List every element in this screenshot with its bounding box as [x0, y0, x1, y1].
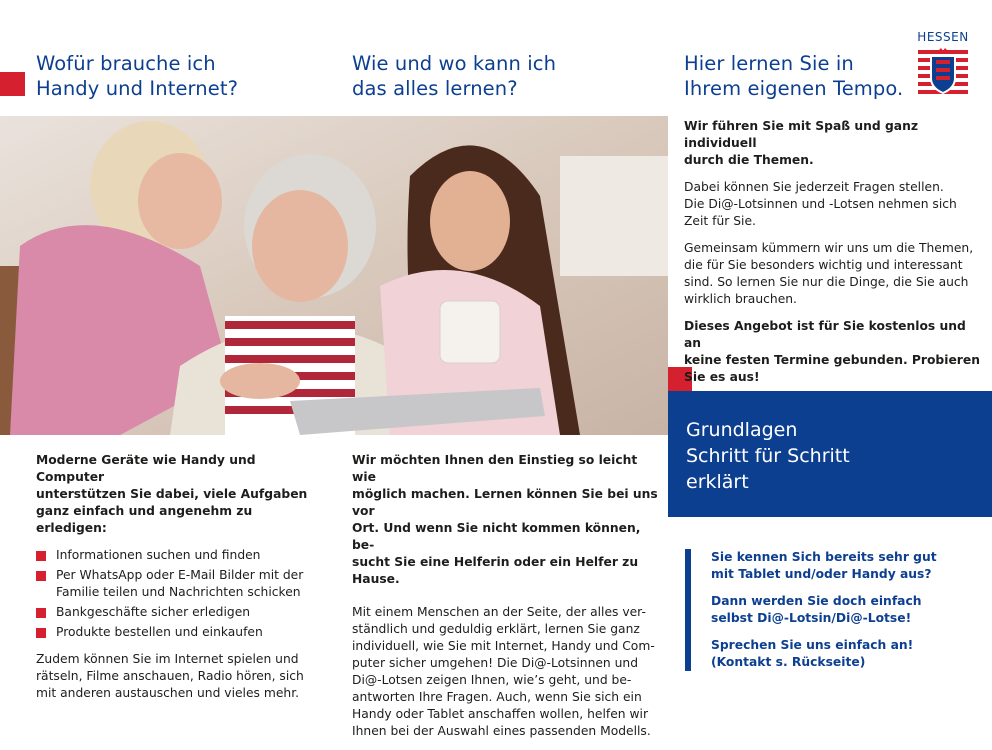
right-paragraph-2: Dabei können Sie jederzeit Fragen stellen. Die Di@-Lotsinnen und -Lotsen nehmen sich Zeit für Sie.: [684, 180, 957, 228]
list-item: Informationen suchen und finden: [36, 547, 326, 564]
three-women-with-tablet-photo-icon: [0, 116, 668, 435]
volunteer-callout: [685, 549, 992, 671]
callout-paragraph-2: Dann werden Sie doch einfach selbst Di@-Lotsin/Di@-Lotse!: [711, 594, 922, 625]
grundlagen-banner: [668, 391, 992, 517]
heading-middle: Wie und wo kann ich das alles lernen?: [352, 52, 557, 100]
hessen-coat-of-arms-icon: [916, 44, 970, 102]
red-bullet-icon: [36, 608, 46, 618]
hessen-logo: [916, 30, 970, 106]
right-paragraph-3: Gemeinsam kümmern wir uns um die Themen, die für Sie besonders wichtig und interessant sind. So lernen Sie nur die Dinge, die Sie auch wirklich brauchen.: [684, 241, 974, 306]
list-item: Per WhatsApp oder E-Mail Bilder mit der Familie teilen und Nachrichten schicken: [36, 567, 326, 601]
callout-paragraph-3: Sprechen Sie uns einfach an! (Kontakt s. Rückseite): [711, 638, 914, 669]
right-column-text: [684, 118, 984, 396]
photo-women-with-tablet: [0, 116, 668, 435]
logo-title: HESSEN: [917, 30, 969, 44]
right-paragraph-1: Wir führen Sie mit Spaß und ganz individuell durch die Themen.: [684, 119, 918, 167]
red-bullet-icon: [36, 571, 46, 581]
heading-left: Wofür brauche ich Handy und Internet?: [36, 52, 239, 100]
red-bullet-icon: [36, 628, 46, 638]
red-accent-square-left: [0, 72, 25, 96]
heading-right: Hier lernen Sie in Ihrem eigenen Tempo.: [684, 52, 904, 100]
left-bullet-list: [36, 547, 326, 641]
middle-body: Mit einem Menschen an der Seite, der alles ver- ständlich und geduldig erklärt, lernen Sie ganz individuell, wie Sie mit Internet, Handy und Com- puter sicher umgehen! Die Di@-Lotsinnen und Di@-Lotsen zeigen Ihnen, wie’s geht, und be- antworten Ihre Fragen. Auch, wenn Sie sich ein Handy oder Tablet anschaffen wollen, helfen wir Ihnen bei der Auswahl eines passenden Modells.: [352, 605, 655, 738]
red-bullet-icon: [36, 551, 46, 561]
right-paragraph-4: Dieses Angebot ist für Sie kostenlos und an keine festen Termine gebunden. Probieren Sie es aus!: [684, 319, 980, 384]
callout-paragraph-1: Sie kennen Sich bereits sehr gut mit Tablet und/oder Handy aus?: [711, 550, 937, 581]
list-item: Produkte bestellen und einkaufen: [36, 624, 326, 641]
middle-column-text: [352, 452, 662, 750]
banner-title: Grundlagen Schritt für Schritt erklärt: [686, 419, 850, 493]
middle-intro: Wir möchten Ihnen den Einstieg so leicht wie möglich machen. Lernen können Sie bei uns vor Ort. Und wenn Sie nicht kommen können, be- sucht Sie eine Helferin oder ein Helfer zu Hause.: [352, 453, 658, 586]
left-intro: Moderne Geräte wie Handy und Computer unterstützen Sie dabei, viele Aufgaben ganz einfach und angenehm zu erledigen:: [36, 453, 308, 535]
list-item: Bankgeschäfte sicher erledigen: [36, 604, 326, 621]
left-column-text: [36, 452, 326, 712]
left-outro: Zudem können Sie im Internet spielen und rätseln, Filme anschauen, Radio hören, sich mit anderen austauschen und vieles mehr.: [36, 652, 304, 700]
